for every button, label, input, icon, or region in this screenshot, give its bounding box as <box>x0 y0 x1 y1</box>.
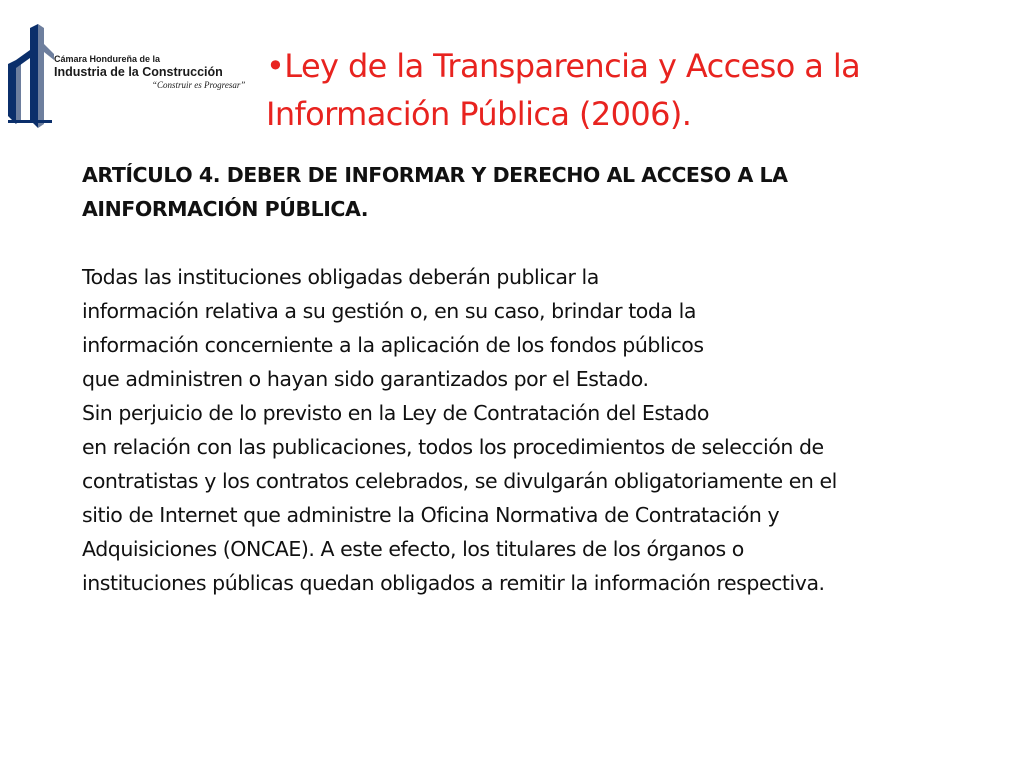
article-heading-line-2: AINFORMACIÓN PÚBLICA. <box>82 197 369 221</box>
article-heading-line-1: ARTÍCULO 4. DEBER DE INFORMAR Y DERECHO AL ACCESO A LA <box>82 163 788 187</box>
paragraph-spacer <box>82 226 982 260</box>
body-line: Todas las instituciones obligadas deberán publicar la <box>82 265 599 289</box>
body-line: contratistas y los contratos celebrados, se divulgarán obligatoriamente en el <box>82 469 837 493</box>
body-line: información concerniente a la aplicación de los fondos públicos <box>82 333 704 357</box>
body-line: instituciones públicas quedan obligados a remitir la información respectiva. <box>82 571 825 595</box>
body-line: sitio de Internet que administre la Oficina Normativa de Contratación y <box>82 503 780 527</box>
body-line: Adquisiciones (ONCAE). A este efecto, los titulares de los órganos o <box>82 537 744 561</box>
body-line: que administren o hayan sido garantizados por el Estado. <box>82 367 649 391</box>
body-line: en relación con las publicaciones, todos los procedimientos de selección de <box>82 435 824 459</box>
body-line: información relativa a su gestión o, en su caso, brindar toda la <box>82 299 696 323</box>
logo-wordmark <box>54 54 244 91</box>
organization-logo <box>4 24 244 128</box>
slide-title: •Ley de la Transparencia y Acceso a la Información Pública (2006). <box>266 47 861 133</box>
logo-line-industry: Industria de la Construcción <box>54 65 223 79</box>
logo-line-chamber: Cámara Hondureña de la <box>54 54 161 64</box>
logo-slogan: “Construir es Progresar” <box>152 80 246 90</box>
article-content <box>82 158 982 600</box>
body-line: Sin perjuicio de lo previsto en la Ley de Contratación del Estado <box>82 401 710 425</box>
